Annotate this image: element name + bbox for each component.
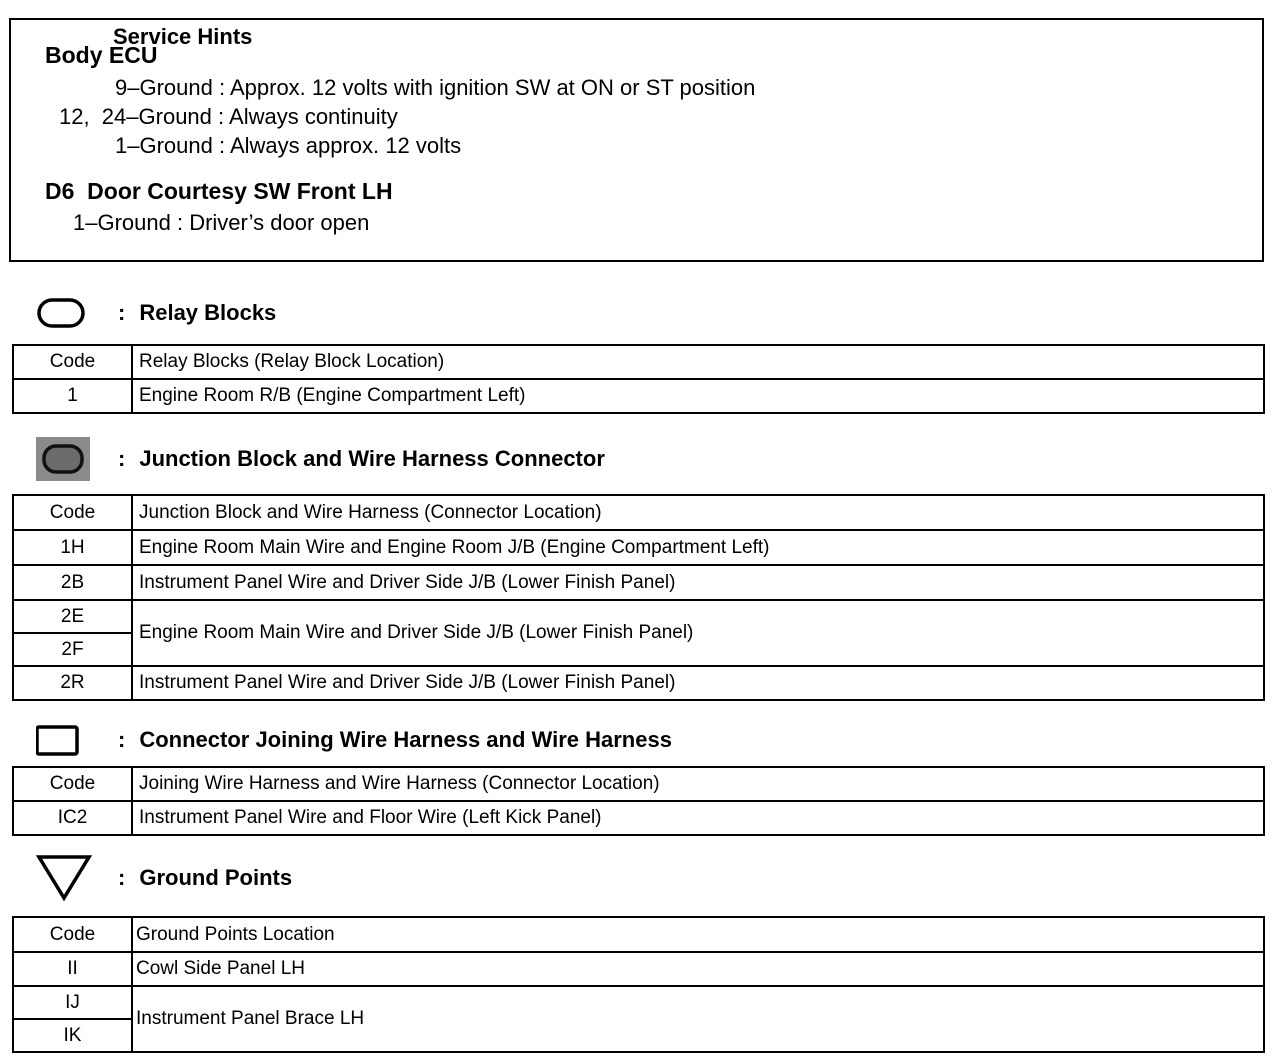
heading-colon: :	[118, 865, 126, 890]
ground-point-icon	[36, 853, 92, 903]
junction-block-label: Junction Block and Wire Harness Connector	[139, 446, 605, 471]
heading-colon: :	[118, 727, 126, 752]
table-row	[13, 565, 1264, 600]
junction-block-icon	[36, 439, 92, 479]
junction-block-table	[12, 494, 1265, 701]
desc-cell: Instrument Panel Wire and Driver Side J/B (Lower Finish Panel)	[132, 666, 1264, 700]
code-cell: 2B	[13, 565, 132, 600]
connector-heading	[36, 720, 672, 760]
table-header-row	[13, 345, 1264, 379]
code-header: Code	[13, 345, 132, 379]
code-header: Code	[13, 767, 132, 801]
table-row	[13, 600, 1264, 633]
code-cell: II	[13, 952, 132, 986]
desc-header: Relay Blocks (Relay Block Location)	[132, 345, 1264, 379]
code-cell: 1	[13, 379, 132, 413]
hint-line: 9–Ground : Approx. 12 volts with ignition SW at ON or ST position	[115, 75, 756, 100]
junction-block-heading	[36, 439, 605, 479]
code-cell: IJ	[13, 986, 132, 1019]
code-cell: 1H	[13, 530, 132, 565]
desc-cell: Instrument Panel Wire and Floor Wire (Left Kick Panel)	[132, 801, 1264, 835]
hint-line: 1–Ground : Always approx. 12 volts	[115, 133, 462, 158]
connector-icon	[36, 720, 92, 760]
service-hints-title: Service Hints	[101, 24, 264, 50]
connector-label: Connector Joining Wire Harness and Wire Harness	[139, 727, 672, 752]
table-row	[13, 379, 1264, 413]
ground-points-table	[12, 916, 1265, 1053]
relay-blocks-label: Relay Blocks	[139, 300, 277, 325]
table-header-row	[13, 495, 1264, 530]
service-hints-box	[9, 18, 1264, 262]
relay-blocks-table	[12, 344, 1265, 414]
code-cell: 2E	[13, 600, 132, 633]
hint-line: 12, 24–Ground : Always continuity	[59, 104, 398, 129]
desc-header: Junction Block and Wire Harness (Connector Location)	[132, 495, 1264, 530]
relay-block-icon	[36, 293, 92, 333]
code-cell: 2F	[13, 633, 132, 666]
code-header: Code	[13, 917, 132, 952]
desc-header: Ground Points Location	[132, 917, 1264, 952]
table-row	[13, 666, 1264, 700]
code-cell: IC2	[13, 801, 132, 835]
table-row	[13, 530, 1264, 565]
table-row	[13, 952, 1264, 986]
hint-line: 1–Ground : Driver’s door open	[73, 210, 370, 235]
desc-cell: Instrument Panel Wire and Driver Side J/B (Lower Finish Panel)	[132, 565, 1264, 600]
code-cell: 2R	[13, 666, 132, 700]
door-courtesy-heading: D6 Door Courtesy SW Front LH	[45, 178, 393, 204]
body-ecu-heading: Body ECU	[45, 42, 158, 68]
heading-colon: :	[118, 300, 126, 325]
relay-blocks-heading	[36, 293, 276, 333]
table-row	[13, 801, 1264, 835]
desc-cell: Engine Room R/B (Engine Compartment Left)	[132, 379, 1264, 413]
desc-header: Joining Wire Harness and Wire Harness (Connector Location)	[132, 767, 1264, 801]
code-header: Code	[13, 495, 132, 530]
heading-colon: :	[118, 446, 126, 471]
table-header-row	[13, 917, 1264, 952]
ground-points-heading	[36, 858, 292, 898]
desc-cell: Engine Room Main Wire and Engine Room J/B (Engine Compartment Left)	[132, 530, 1264, 565]
table-header-row	[13, 767, 1264, 801]
desc-cell: Cowl Side Panel LH	[132, 952, 1264, 986]
connector-table	[12, 766, 1265, 836]
ground-points-label: Ground Points	[139, 865, 293, 890]
desc-cell: Instrument Panel Brace LH	[132, 986, 1264, 1052]
table-row	[13, 986, 1264, 1019]
desc-cell: Engine Room Main Wire and Driver Side J/B (Lower Finish Panel)	[132, 600, 1264, 666]
code-cell: IK	[13, 1019, 132, 1052]
